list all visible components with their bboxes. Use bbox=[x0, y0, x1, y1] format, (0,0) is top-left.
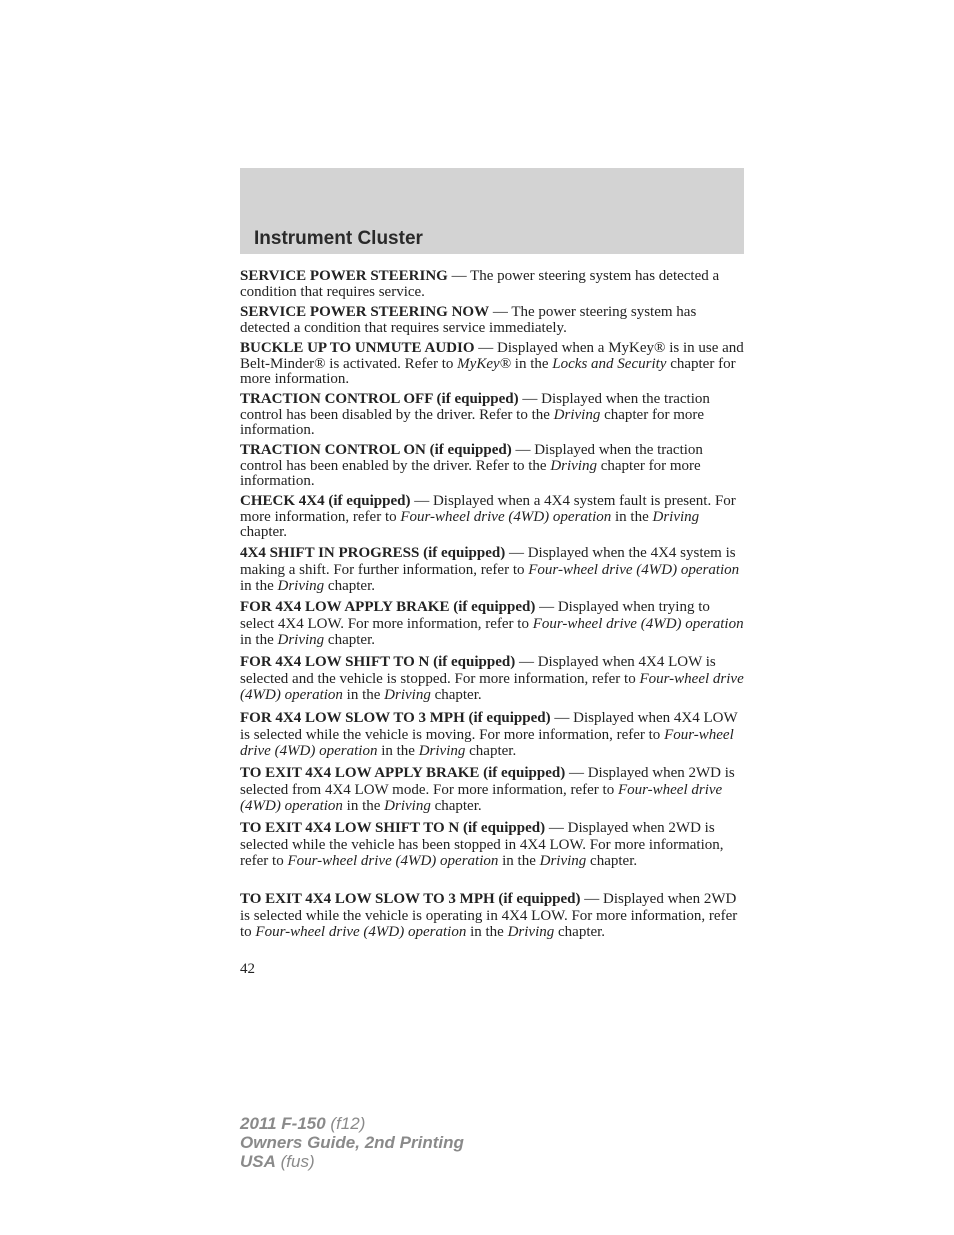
entry-desc: — Displayed when the traction control has been disabled by the driver. Refer to the bbox=[240, 391, 710, 423]
entry-ref: Driving bbox=[539, 853, 587, 869]
entry-desc: in the bbox=[342, 687, 385, 703]
entry-desc: — Displayed when 2WD is selected from 4X4 LOW mode. For more information, refer to bbox=[240, 765, 735, 798]
footer-imprint bbox=[240, 1114, 464, 1171]
entry-term: FOR 4X4 LOW APPLY BRAKE (if equipped) bbox=[240, 599, 536, 615]
entry-desc: chapter for more information. bbox=[240, 406, 705, 438]
entry-desc: — Displayed when trying to select 4X4 LOW. For more information, refer to bbox=[240, 599, 710, 632]
entry-ref: Four-wheel drive (4WD) operation bbox=[240, 726, 734, 759]
entry-desc: chapter for more information. bbox=[240, 457, 701, 489]
entry-desc: in the bbox=[342, 798, 385, 814]
entry-term: TO EXIT 4X4 LOW APPLY BRAKE (if equipped) bbox=[240, 765, 566, 781]
entry-term: BUCKLE UP TO UNMUTE AUDIO bbox=[240, 340, 475, 356]
footer-model: 2011 F-150 bbox=[240, 1114, 326, 1133]
entry-ref: Driving bbox=[553, 406, 601, 423]
entry-desc: chapter for more information. bbox=[240, 355, 736, 387]
entry-ref: Driving bbox=[550, 457, 597, 474]
entry-ref: Driving bbox=[418, 743, 466, 759]
entry-ref: Four-wheel drive (4WD) operation bbox=[240, 670, 744, 703]
page-number: 42 bbox=[240, 961, 255, 977]
entry-desc: chapter. bbox=[430, 798, 482, 814]
entry-desc: chapter. bbox=[554, 924, 606, 940]
entry-desc: in the bbox=[511, 355, 553, 372]
entry-ref: MyKey® bbox=[457, 355, 512, 372]
footer-line-market bbox=[240, 1152, 464, 1171]
entry-desc: in the bbox=[498, 853, 540, 869]
footer-model-code: (f12) bbox=[325, 1114, 366, 1133]
entry-term: CHECK 4X4 (if equipped) bbox=[240, 493, 411, 509]
entry-desc: — The power steering system has detected a condition that requires service immediately. bbox=[240, 304, 697, 336]
entry-desc: chapter. bbox=[465, 743, 517, 759]
entry-ref: Four-wheel drive (4WD) operation bbox=[287, 853, 499, 869]
entry-desc: chapter. bbox=[240, 524, 288, 540]
entry-desc: — The power steering system has detected a condition that requires service. bbox=[240, 268, 720, 300]
entry-check-4x4 bbox=[240, 494, 746, 541]
entry-desc: in the bbox=[240, 632, 278, 648]
entry-desc: in the bbox=[611, 508, 653, 525]
entry-desc: — Displayed when 4X4 LOW is selected and the vehicle is stopped. For more information, refer to bbox=[240, 654, 716, 687]
entry-term: 4X4 SHIFT IN PROGRESS (if equipped) bbox=[240, 545, 506, 561]
entry-ref: Driving bbox=[507, 924, 555, 940]
entry-ref: Driving bbox=[384, 798, 431, 814]
footer-line-model bbox=[240, 1114, 464, 1133]
entry-desc: — Displayed when 4X4 LOW is selected while the vehicle is moving. For more information, refer to bbox=[240, 710, 738, 743]
entry-desc: — Displayed when a MyKey® is in use and Belt-Minder® is activated. Refer to bbox=[240, 340, 744, 372]
entry-ref: Driving bbox=[277, 578, 325, 594]
entry-exit-4x4-low-apply-brake bbox=[240, 765, 746, 815]
entry-ref: Driving bbox=[384, 687, 431, 703]
entry-desc: chapter. bbox=[586, 853, 638, 869]
entry-term: TRACTION CONTROL OFF (if equipped) bbox=[240, 391, 519, 407]
entry-desc: in the bbox=[240, 578, 278, 594]
entry-desc: chapter. bbox=[324, 578, 375, 594]
footer-market-code: (fus) bbox=[275, 1152, 315, 1171]
entry-ref: Four-wheel drive (4WD) operation bbox=[532, 615, 744, 632]
entry-desc: chapter. bbox=[430, 687, 482, 703]
entry-desc: — Displayed when a 4X4 system fault is present. For more information, refer to bbox=[240, 493, 736, 525]
entry-term: TO EXIT 4X4 LOW SLOW TO 3 MPH (if equipped) bbox=[240, 891, 581, 907]
entry-desc: chapter. bbox=[324, 632, 375, 648]
entry-service-power-steering bbox=[240, 269, 746, 300]
entry-4x4-shift-in-progress bbox=[240, 545, 746, 595]
footer-market: USA bbox=[240, 1152, 276, 1171]
entry-exit-4x4-low-slow-to-3mph bbox=[240, 891, 746, 941]
entry-term: SERVICE POWER STEERING NOW bbox=[240, 304, 490, 320]
entry-desc: — Displayed when 2WD is selected while the vehicle has been stopped in 4X4 LOW. For more information, refer to bbox=[240, 820, 724, 869]
entry-ref: Four-wheel drive (4WD) operation bbox=[240, 781, 723, 814]
entry-ref: Locks and Security bbox=[552, 355, 667, 372]
entry-term: TRACTION CONTROL ON (if equipped) bbox=[240, 442, 512, 458]
entry-desc: in the bbox=[466, 924, 508, 940]
entry-desc: — Displayed when 2WD is selected while the vehicle is operating in 4X4 LOW. For more information, refer to bbox=[240, 891, 738, 940]
entry-ref: Four-wheel drive (4WD) operation bbox=[255, 924, 467, 940]
entry-4x4-low-apply-brake bbox=[240, 599, 746, 649]
footer-guide: Owners Guide, 2nd Printing bbox=[240, 1133, 464, 1152]
entry-exit-4x4-low-shift-to-n bbox=[240, 820, 746, 870]
section-header bbox=[240, 168, 744, 254]
entry-desc: — Displayed when the traction control has been enabled by the driver. Refer to the bbox=[240, 442, 703, 474]
entry-buckle-up bbox=[240, 341, 746, 388]
footer-line-guide bbox=[240, 1133, 464, 1152]
section-title: Instrument Cluster bbox=[254, 228, 423, 249]
entry-ref: Driving bbox=[652, 508, 700, 525]
entry-service-power-steering-now bbox=[240, 305, 746, 336]
entry-4x4-low-shift-to-n bbox=[240, 654, 746, 704]
entry-traction-control-off bbox=[240, 392, 746, 439]
entry-traction-control-on bbox=[240, 443, 746, 490]
entry-ref: Driving bbox=[277, 632, 325, 648]
entry-desc: in the bbox=[377, 743, 419, 759]
entry-ref: Four-wheel drive (4WD) operation bbox=[528, 561, 740, 578]
entry-desc: — Displayed when the 4X4 system is making a shift. For further information, refer to bbox=[240, 545, 736, 578]
entry-term: FOR 4X4 LOW SHIFT TO N (if equipped) bbox=[240, 654, 516, 670]
entry-ref: Four-wheel drive (4WD) operation bbox=[400, 508, 612, 525]
entry-term: TO EXIT 4X4 LOW SHIFT TO N (if equipped) bbox=[240, 820, 546, 836]
entry-4x4-low-slow-to-3mph bbox=[240, 710, 746, 760]
entry-term: FOR 4X4 LOW SLOW TO 3 MPH (if equipped) bbox=[240, 710, 551, 726]
entry-term: SERVICE POWER STEERING bbox=[240, 268, 448, 284]
